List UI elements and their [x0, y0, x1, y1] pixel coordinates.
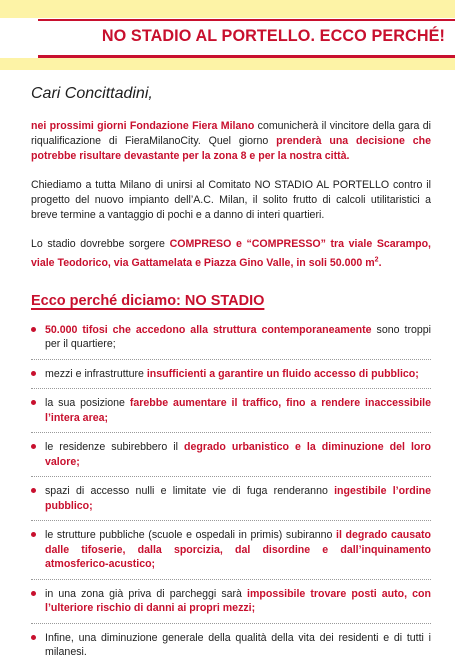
section-title: Ecco perché diciamo: NO STADIO — [31, 292, 265, 309]
title-rule-bottom — [38, 55, 455, 58]
dotted-separator — [31, 579, 431, 580]
body-text: la sua posizione — [45, 397, 130, 410]
body-text: le strutture pubbliche (scuole e ospedali in primis) subiranno — [45, 529, 337, 542]
superscript: 2 — [374, 256, 379, 263]
dotted-separator — [31, 476, 431, 477]
title-bar — [0, 18, 455, 58]
reason-item — [31, 587, 431, 616]
dotted-separator — [31, 432, 431, 433]
bullet-icon — [31, 635, 36, 640]
reason-item — [31, 528, 431, 572]
highlight-text: degrado urbanistico e la diminuzione del loro valore; — [45, 441, 431, 468]
body-text: mezzi e infrastrutture — [45, 367, 147, 380]
body-text: sono troppi per il quartiere; — [45, 323, 431, 351]
document-body — [31, 85, 431, 667]
highlight-text: nei prossimi giorni Fondazione Fiera Milano — [31, 120, 255, 132]
highlight-text: farebbe aumentare il traffico, fino a rendere inaccessibile l’intera area; — [45, 397, 432, 424]
bullet-icon — [31, 327, 36, 332]
dotted-separator — [31, 388, 431, 389]
paragraph-appeal: Chiediamo a tutta Milano di unirsi al Comitato NO STADIO AL PORTELLO contro il progetto del nuovo impianto dell’A.C. Milan, il solito frutto di calcoli utilitaristici a breve termine a vantaggio di pochi e a danno di interi quartieri. — [31, 179, 431, 221]
body-text: Infine, una diminuzione generale della qualità della vita dei residenti e di tutti i milanesi. — [45, 631, 431, 659]
body-text: Lo stadio dovrebbe sorgere — [31, 238, 170, 250]
highlight-text: ingestibile l’ordine pubblico; — [45, 485, 431, 512]
reason-item — [31, 367, 431, 382]
dotted-separator — [31, 359, 431, 360]
bullet-icon — [31, 400, 36, 405]
highlight-text: prenderà una decisione che potrebbe risultare devastante per la zona 8 e per la nostra città. — [31, 135, 431, 162]
reason-item — [31, 323, 431, 352]
body-text: comunicherà il vincitore della gara di riqualificazione di FieraMilanoCity. Quel giorno — [31, 120, 431, 147]
reasons-list — [31, 323, 431, 660]
body-text: in una zona già priva di parcheggi sarà — [45, 587, 248, 600]
bullet-icon — [31, 591, 36, 596]
bullet-icon — [31, 488, 36, 493]
reason-item — [31, 484, 431, 513]
bullet-icon — [31, 532, 36, 537]
highlight-text: insufficienti a garantire un fluido accesso di pubblico; — [146, 367, 419, 380]
highlight-text: il degrado causato dalle tifoserie, dalla sporcizia, dal disordine e dall’inquinamento atmosferico-acustico; — [45, 529, 431, 571]
salutation: Cari Concittadini, — [31, 85, 153, 102]
body-text: le residenze subirebbero il — [45, 441, 185, 454]
dotted-separator — [31, 623, 431, 624]
reason-item — [31, 440, 431, 469]
paragraph-location — [31, 237, 431, 271]
body-text: spazi di accesso nulli e limitate vie di fuga renderanno — [45, 485, 335, 498]
bullet-icon — [31, 371, 36, 376]
dotted-separator — [31, 520, 431, 521]
page-title: NO STADIO AL PORTELLO. ECCO PERCHÉ! — [101, 27, 445, 45]
period: . — [378, 256, 382, 269]
highlight-text: 50.000 tifosi che accedono alla struttura contemporaneamente — [45, 323, 372, 336]
title-rule-top — [38, 19, 455, 21]
highlight-text: impossibile trovare posti auto, con l’ulteriore rischio di danni ai propri mezzi; — [45, 587, 432, 615]
location-text: COMPRESO e “COMPRESSO” tra viale Scarampo, viale Teodorico, via Gattamelata e Piazza Gino Valle, in soli 50.000 m — [31, 238, 432, 269]
bullet-icon — [31, 444, 36, 449]
reason-item — [31, 396, 431, 425]
paragraph-intro — [31, 119, 431, 164]
reason-item — [31, 631, 431, 660]
